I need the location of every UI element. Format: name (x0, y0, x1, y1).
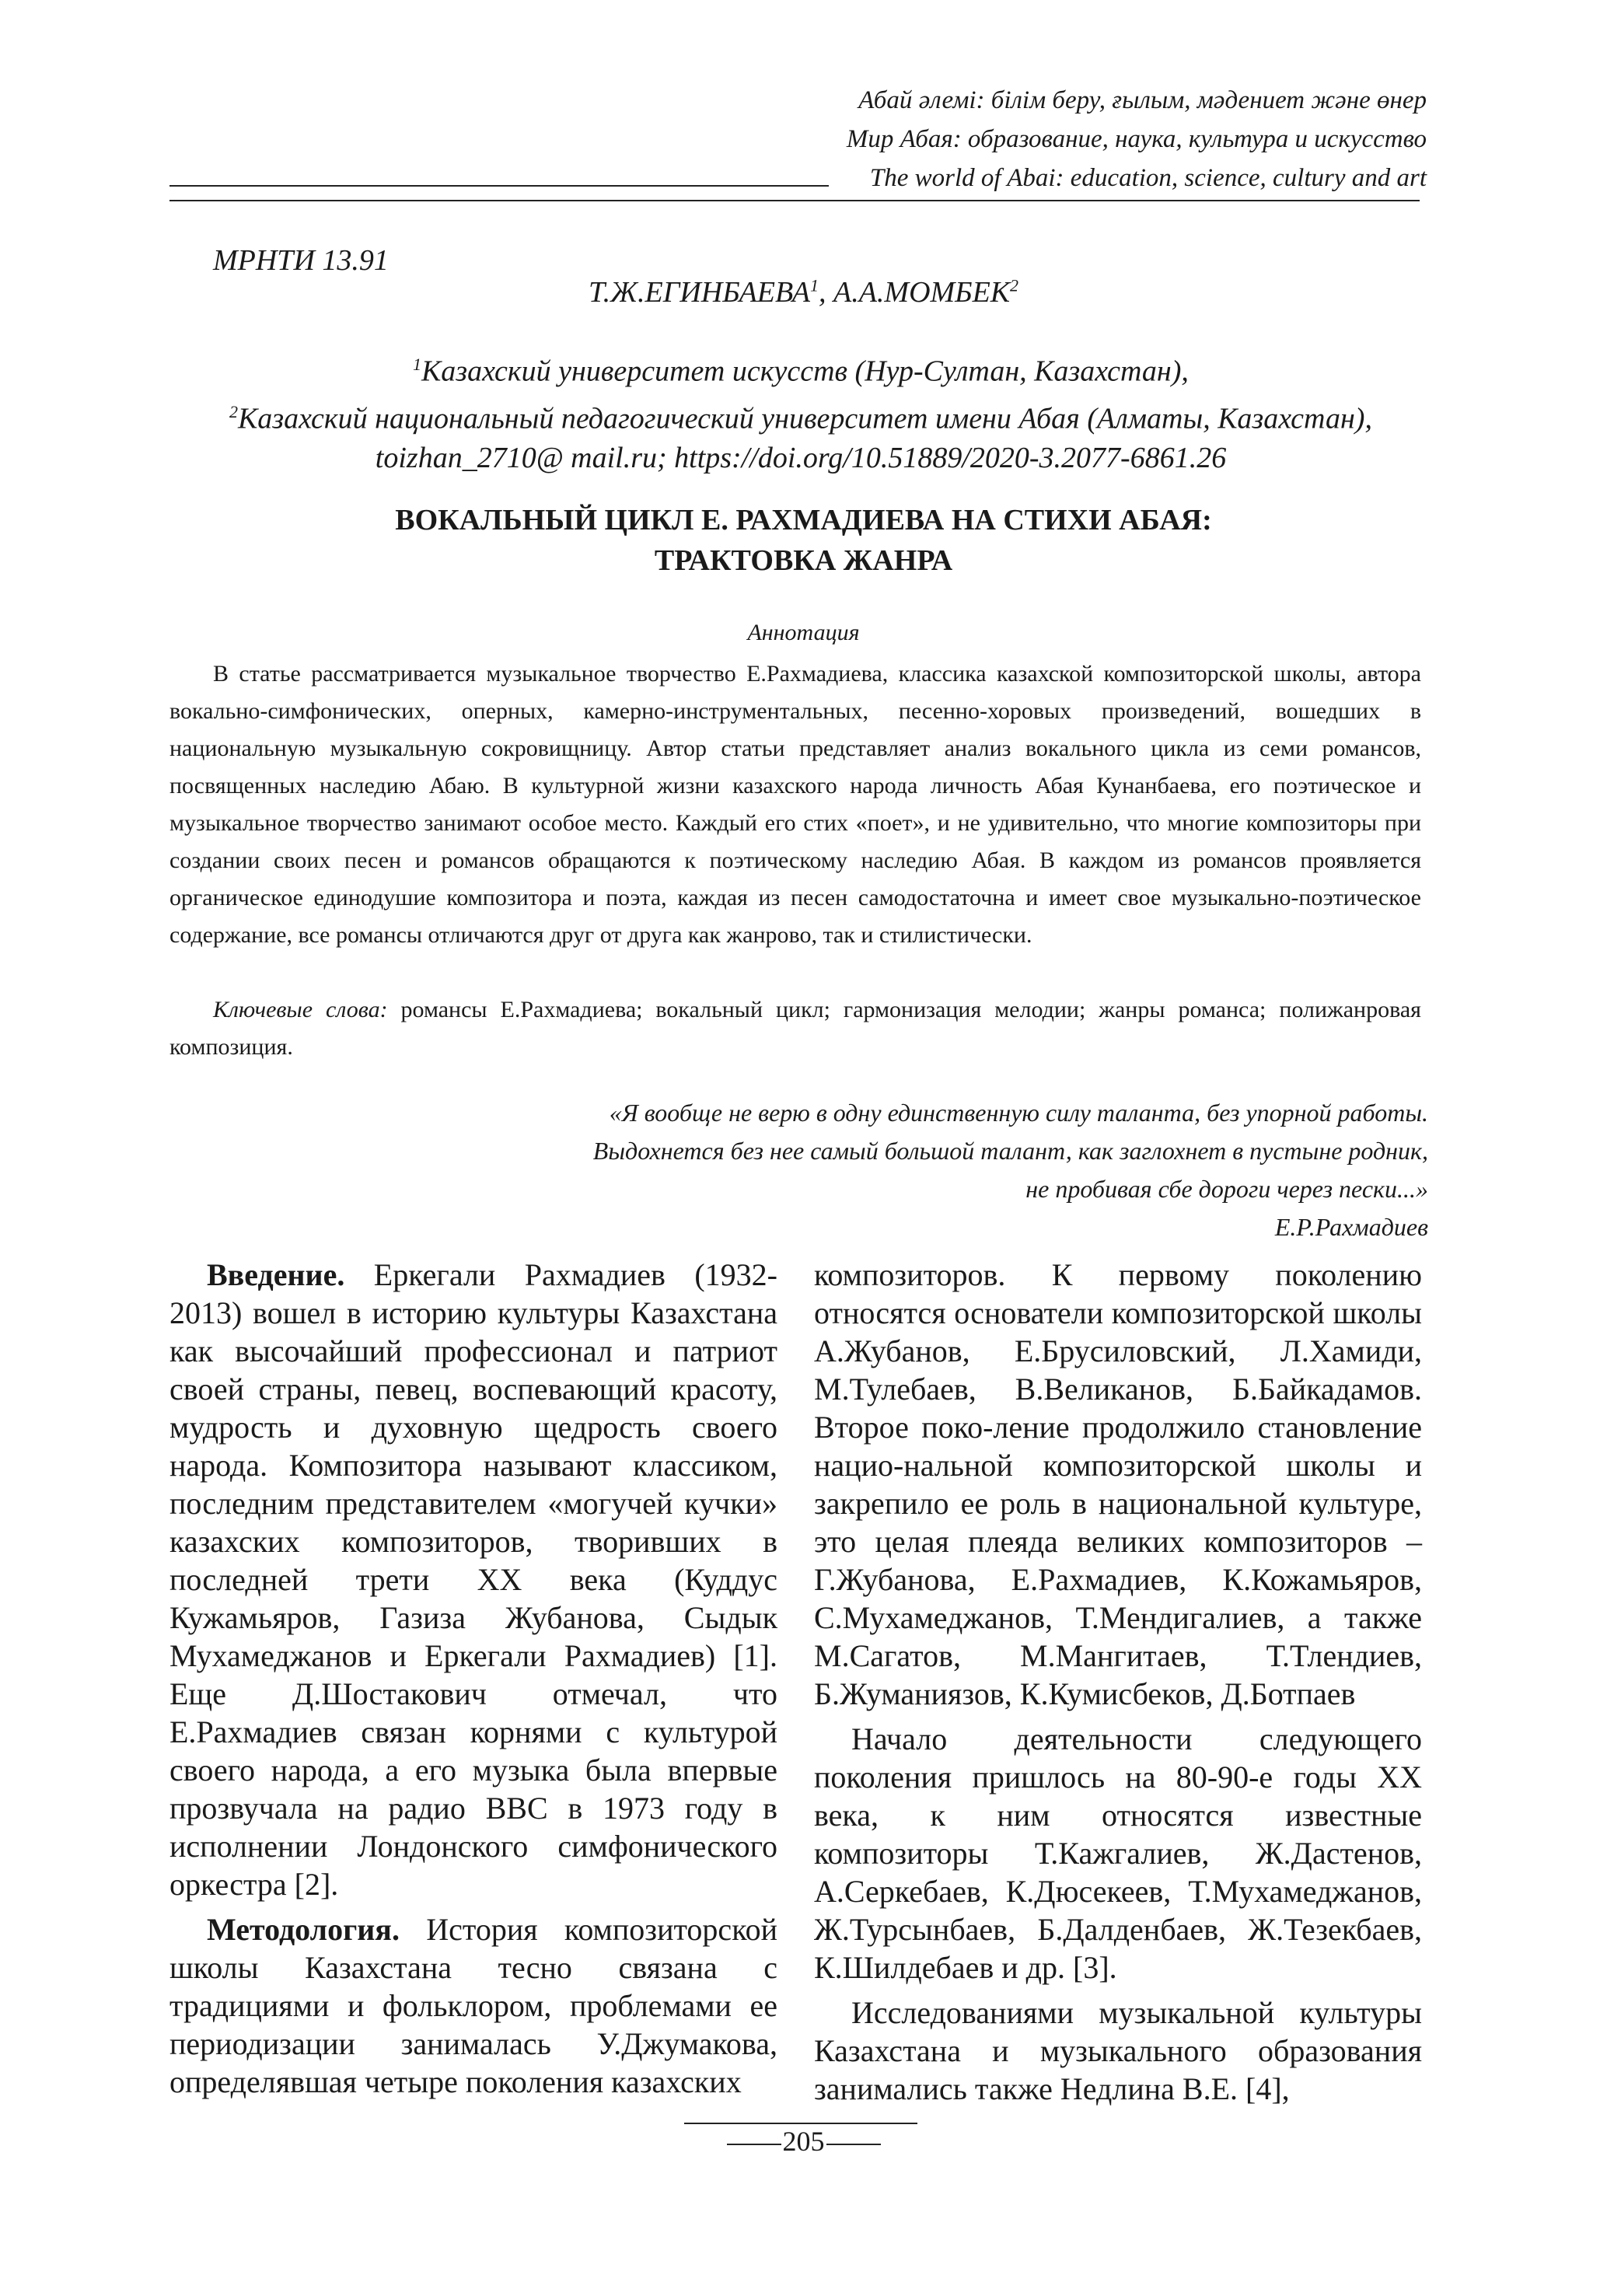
epigraph (593, 1094, 1428, 1246)
authors-line (0, 275, 1607, 309)
abstract-text: В статье рассматривается музыкальное творчество Е.Рахмадиева, классика казахской композиторской школы, автора вокально-симфонических, оперных, камерно-инструментальных, песенно-хоровых произведений, вошедших в национальную музыкальную сокровищницу. Автор статьи представляет анализ вокального цикла из семи романсов, посвященных наследию Абаю. В культурной жизни казахского народа личность Абая Кунанбаева, его поэтическое и музыкальное творчество занимают особое место. Каждый его стих «поет», и не удивительно, что многие композиторы при создании своих песен и романсов обращаются к поэтическому наследию Абая. В каждом из романсов проявляется органическое единодушие композитора и поэта, каждая из песен самодостаточна и имеет свое музыкально-поэтическое содержание, все романсы отличаются друг от друга как жанрово, так и стилистически. (169, 661, 1421, 948)
abstract-heading: Аннотация (747, 620, 860, 645)
keywords (169, 991, 1421, 1066)
research-paragraph: Исследованиями музыкальной культуры Казахстана и музыкального образования занимались также Недлина В.Е. [4], (814, 1995, 1422, 2106)
running-head-english: The world of Abai: education, science, cultury and art (869, 164, 1427, 192)
page-number-value: 205 (782, 2126, 825, 2157)
author-2-affil-mark: 2 (1010, 275, 1019, 295)
generations-paragraph: композиторов. К первому поколению относятся основатели композиторской школы А.Жубанов, Е.Брусиловский, Л.Хамиди, М.Тулебаев, В.Великанов, Б.Байкадамов. Второе поко-ление продолжило становление нацио-нальной композиторской школы и закрепило ее роль в национальной культуре, это целая плеяда великих композиторов – Г.Жубанова, Е.Рахмадиев, К.Кожамьяров, С.Мухамеджанов, Т.Мендигалиев, а также М.Сагатов, М.Мангитаев, Т.Тлендиев, Б.Жуманиязов, К.Кумисбеков, Д.Ботпаев (814, 1257, 1422, 1711)
running-head-kazakh: Абай әлемі: білім беру, ғылым, мәдениет және өнер (858, 86, 1427, 114)
article-title (0, 500, 1607, 581)
intro-heading: Введение. (207, 1257, 345, 1292)
author-separator: , (819, 276, 833, 309)
intro-paragraph (169, 1256, 777, 1903)
affiliation-1-mark: 1 (413, 355, 422, 374)
methodology-text: История композиторской школы Казахстана тесно связана с традициями и фольклором, проблемами ее периодизации занималась У.Джумакова, определявшая четыре поколения казахских (169, 1912, 777, 2099)
keywords-label: Ключевые слова: (213, 997, 388, 1022)
next-generation-paragraph: Начало деятельности следующего поколения пришлось на 80-90-е годы XX века, к ним относятся известные композиторы Т.Кажгалиев, Ж.Дастенов, А.Серкебаев, К.Дюсекеев, Т.Мухамеджанов, Ж.Турсынбаев, Б.Далденбаев, Ж.Тезекбаев, К.Шилдебаев и др. [3]. (814, 1721, 1422, 1985)
contact-line: toizhan_2710@ mail.ru; https://doi.org/10.51889/2020-3.2077-6861.26 (375, 442, 1227, 475)
intro-text: Еркегали Рахмадиев (1932-2013) вошел в историю культуры Казахстана как высочайший профессионал и патриот своей страны, певец, воспевающий красоту, мудрость и духовную щедрость своего народа. Композитора называют классиком, последним представителем «могучей кучки» казахских композиторов, творивших в последней трети XX века (Куддус Кужамьяров, Газиза Жубанова, Сыдык Мухамеджанов и Еркегали Рахмадиев) [1]. Еще Д.Шостакович отмечал, что Е.Рахмадиев связан корнями с культурой своего народа, а его музыка была впервые прозвучала на радио BBC в 1973 году в исполнении Лондонского симфонического оркестра [2]. (169, 1257, 777, 1902)
epigraph-attribution: Е.Р.Рахмадиев (1274, 1213, 1428, 1241)
affiliation-2-mark: 2 (229, 401, 239, 421)
running-head (847, 81, 1427, 197)
running-head-russian: Мир Абая: образование, наука, культура и искусство (846, 125, 1427, 153)
epigraph-line-1: «Я вообще не верю в одну единственную силу таланта, без упорной работы. (609, 1099, 1428, 1127)
body-column-right (814, 1256, 1422, 2115)
body-column-left (169, 1256, 777, 2108)
folio-rule (684, 2123, 917, 2124)
affiliation-2 (179, 392, 1423, 439)
affiliation-1 (179, 344, 1423, 392)
epigraph-line-2: Выдохнется без нее самый большой талант, как заглохнет в пустыне родник, (592, 1137, 1428, 1165)
author-2: А.А.МОМБЕК (833, 276, 1011, 309)
affiliation-1-text: Казахский университет искусств (Нур-Султан, Казахстан), (421, 355, 1189, 388)
header-divider (169, 200, 1420, 201)
page-number (0, 2125, 1607, 2158)
running-head-underline (169, 185, 829, 187)
epigraph-line-3: не пробивая сбе дороги через пески...» (1025, 1175, 1428, 1203)
affiliations (179, 344, 1423, 478)
article-title-line-1: ВОКАЛЬНЫЙ ЦИКЛ Е. РАХМАДИЕВА НА СТИХИ АБАЯ: (395, 504, 1212, 536)
page-number-rule-left (727, 2144, 781, 2145)
article-title-line-2: ТРАКТОВКА ЖАНРА (654, 544, 953, 577)
author-1: Т.Ж.ЕГИНБАЕВА (588, 276, 810, 309)
methodology-paragraph (169, 1910, 777, 2101)
keywords-text: романсы Е.Рахмадиева; вокальный цикл; гармонизация мелодии; жанры романса; полижанровая композиция. (169, 997, 1421, 1060)
udc-code: МРНТИ 13.91 (213, 244, 389, 277)
methodology-heading: Методология. (207, 1912, 400, 1947)
page-number-rule-right (826, 2144, 881, 2145)
author-1-affil-mark: 1 (810, 275, 819, 295)
affiliation-2-text: Казахский национальный педагогический университет имени Абая (Алматы, Казахстан), (238, 402, 1372, 435)
